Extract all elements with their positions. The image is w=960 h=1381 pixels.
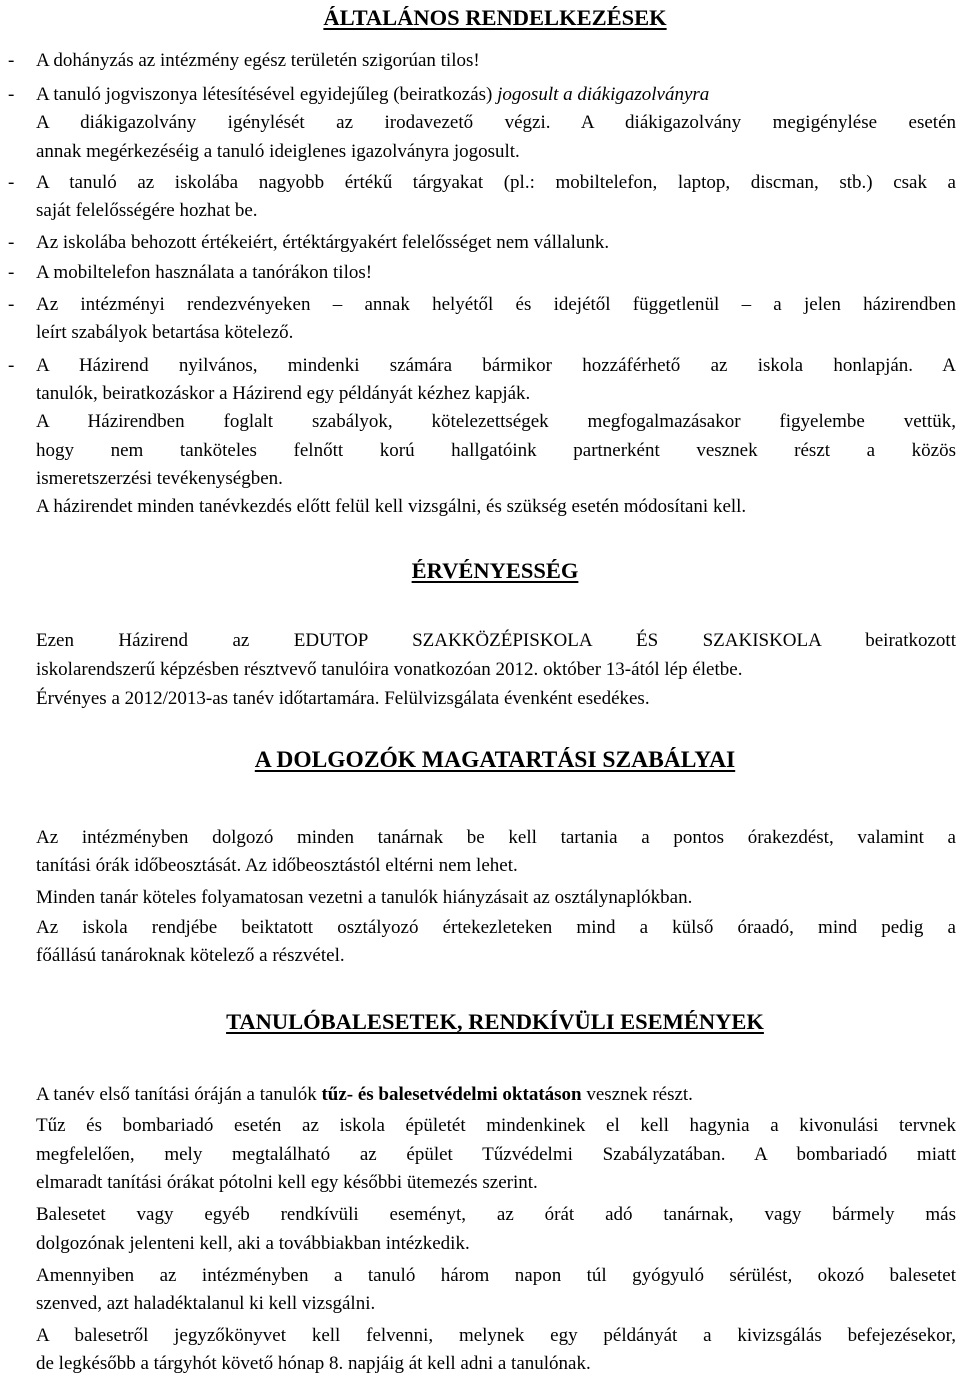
paragraph-line: Tűz és bombariadó esetén az iskola épületét mindenkinek el kell hagynia a kivonulási tervnek	[36, 1115, 956, 1136]
paragraph-text: A mobiltelefon használata a tanórákon tilos!	[36, 262, 373, 283]
bullet-item	[8, 291, 956, 320]
paragraph-line: Az iskola rendjébe beiktatott osztályozó értekezleteken mind a külső óraadó, mind pedig a	[36, 917, 956, 938]
bullet-dash: -	[8, 355, 15, 376]
paragraph-text: A tanév első tanítási óráján a tanulók	[36, 1084, 322, 1105]
bold-text: tűz- és balesetvédelmi oktatáson	[321, 1084, 582, 1105]
bullet-dash: -	[8, 84, 15, 105]
paragraph-text: A tanuló az iskolába nagyobb értékű tárgyakat (pl.: mobiltelefon, laptop, discman, stb.) csak a	[36, 172, 956, 193]
section-heading-accidents: TANULÓBALESETEK, RENDKÍVÜLI ESEMÉNYEK	[226, 1009, 764, 1034]
paragraph-line: tanulók, beiratkozáskor a Házirend egy példányát kézhez kapják.	[36, 383, 531, 404]
bullet-item	[8, 81, 956, 110]
paragraph-line: A diákigazolvány igénylését az irodavezető végzi. A diákigazolvány megigénylése esetén	[36, 112, 956, 133]
paragraph-text: Az iskolába behozott értékeiért, értéktárgyakért felelősséget nem vállalunk.	[36, 232, 610, 253]
paragraph-line: Balesetet vagy egyéb rendkívüli eseményt, az órát adó tanárnak, vagy bármely más	[36, 1204, 956, 1225]
paragraph-line: hogy nem tanköteles felnőtt korú hallgatóink partnerként vesznek részt a közös	[36, 440, 956, 461]
bullet-item	[8, 169, 956, 198]
bullet-dash: -	[8, 50, 15, 71]
paragraph-line: elmaradt tanítási órákat pótolni kell egy későbbi ütemezés szerint.	[36, 1172, 538, 1193]
section-heading-general: ÁLTALÁNOS RENDELKEZÉSEK	[323, 5, 667, 30]
paragraph-line	[36, 1081, 956, 1110]
paragraph-text: A Házirend nyilvános, mindenki számára bármikor hozzáférhető az iskola honlapján. A	[36, 355, 956, 376]
paragraph-line: tanítási órák időbeosztását. Az időbeosztástól eltérni nem lehet.	[36, 855, 518, 876]
bullet-item	[8, 47, 956, 76]
paragraph-line: Minden tanár köteles folyamatosan vezetni a tanulók hiányzásait az osztálynaplókban.	[36, 887, 693, 908]
paragraph-line: megfelelően, mely megtalálható az épület Tűzvédelmi Szabályzatában. A bombariadó miatt	[36, 1144, 956, 1165]
paragraph-text: A dohányzás az intézmény egész területén szigorúan tilos!	[36, 50, 480, 71]
paragraph-line: A házirendet minden tanévkezdés előtt felül kell vizsgálni, és szükség esetén módosítani kell.	[36, 496, 747, 517]
paragraph-line: Amennyiben az intézményben a tanuló három napon túl gyógyuló sérülést, okozó balesetet	[36, 1265, 956, 1286]
bullet-dash: -	[8, 232, 15, 253]
bullet-dash: -	[8, 294, 15, 315]
paragraph-line: leírt szabályok betartása kötelező.	[36, 322, 294, 343]
paragraph-line: ismeretszerzési tevékenységben.	[36, 468, 283, 489]
paragraph-line: saját felelősségére hozhat be.	[36, 200, 258, 221]
bullet-item	[8, 259, 956, 288]
paragraph-line: Érvényes a 2012/2013-as tanév időtartamára. Felülvizsgálata évenként esedékes.	[36, 688, 650, 709]
paragraph-line: szenved, azt haladéktalanul ki kell vizsgálni.	[36, 1293, 376, 1314]
paragraph-line: főállású tanároknak kötelező a részvétel.	[36, 945, 345, 966]
section-heading-validity: ÉRVÉNYESSÉG	[411, 558, 579, 583]
italic-text: jogosult a diákigazolványra	[497, 84, 710, 105]
bullet-dash: -	[8, 262, 15, 283]
paragraph-line: dolgozónak jelenteni kell, aki a továbbiakban intézkedik.	[36, 1233, 470, 1254]
paragraph-text: A tanuló jogviszonya létesítésével egyidejűleg (beiratkozás)	[36, 84, 498, 105]
bullet-item	[8, 352, 956, 381]
paragraph-line: Ezen Házirend az EDUTOP SZAKKÖZÉPISKOLA ÉS SZAKISKOLA beiratkozott	[36, 630, 956, 651]
paragraph-line: Az intézményben dolgozó minden tanárnak be kell tartania a pontos órakezdést, valamint a	[36, 827, 956, 848]
section-heading-staff: A DOLGOZÓK MAGATARTÁSI SZABÁLYAI	[254, 747, 736, 773]
bullet-item	[8, 229, 956, 258]
paragraph-line: annak megérkezéséig a tanuló ideiglenes igazolványra jogosult.	[36, 141, 520, 162]
paragraph-text: vesznek részt.	[581, 1084, 693, 1105]
bullet-dash: -	[8, 172, 15, 193]
paragraph-line: A balesetről jegyzőkönyvet kell felvenni, melynek egy példányát a kivizsgálás befejezésekor,	[36, 1325, 956, 1346]
paragraph-line: iskolarendszerű képzésben résztvevő tanulóira vonatkozóan 2012. október 13-ától lép életbe.	[36, 659, 743, 680]
paragraph-line: de legkésőbb a tárgyhót követő hónap 8. napjáig át kell adni a tanulónak.	[36, 1353, 591, 1374]
paragraph-text: Az intézményi rendezvényeken – annak helyétől és idejétől függetlenül – a jelen házirendben	[36, 294, 956, 315]
paragraph-line: A Házirendben foglalt szabályok, kötelezettségek megfogalmazásakor figyelembe vettük,	[36, 411, 956, 432]
